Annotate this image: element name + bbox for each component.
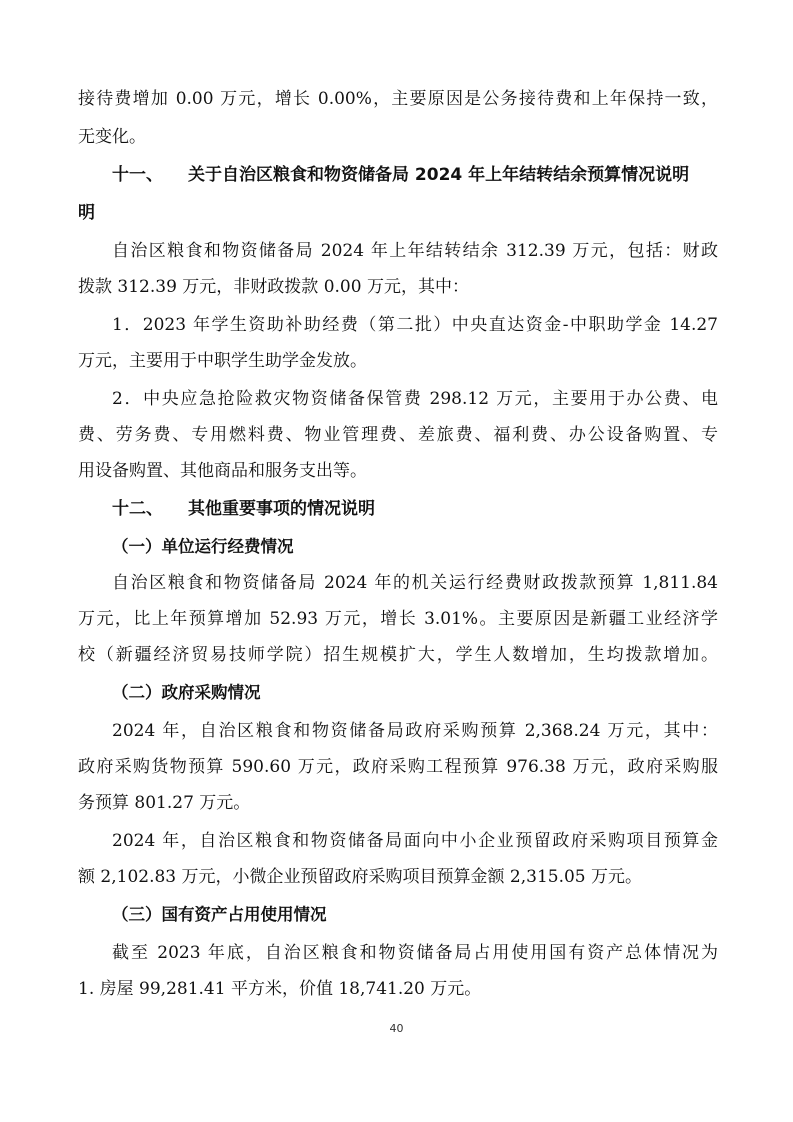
paragraph-line: 万元，主要用于中职学生助学金发放。	[78, 351, 367, 371]
section-title: 关于自治区粮食和物资储备局 2024 年上年结转结余预算情况说明	[188, 165, 690, 185]
paragraph-line: 额 2,102.83 万元，小微企业预留政府采购项目预算金额 2,315.05 万元。	[78, 867, 643, 887]
section-heading-continuation: 明	[78, 203, 95, 223]
paragraph-line: 校（新疆经济贸易技师学院）招生规模扩大，学生人数增加，生均拨款增加。	[78, 645, 718, 665]
section-title: 其他重要事项的情况说明	[188, 499, 375, 519]
paragraph-line: 2．中央应急抢险救灾物资储备保管费 298.12 万元，主要用于办公费、电	[112, 389, 718, 409]
subsection-heading: （二）政府采购情况	[112, 683, 261, 702]
paragraph-line: 无变化。	[78, 127, 146, 147]
paragraph-line: 政府采购货物预算 590.60 万元，政府采购工程预算 976.38 万元，政府采购服	[78, 757, 718, 777]
paragraph-line: 2024 年，自治区粮食和物资储备局政府采购预算 2,368.24 万元，其中：	[112, 721, 718, 741]
section-number: 十一、	[112, 165, 163, 185]
paragraph-line: 用设备购置、其他商品和服务支出等。	[78, 461, 367, 481]
subsection-heading: （一）单位运行经费情况	[112, 537, 294, 556]
section-number: 十二、	[112, 499, 163, 519]
paragraph-line: 费、劳务费、专用燃料费、物业管理费、差旅费、福利费、办公设备购置、专	[78, 425, 718, 445]
paragraph-line: 1. 房屋 99,281.41 平方米，价值 18,741.20 万元。	[78, 979, 482, 999]
section-heading-11	[112, 160, 718, 190]
paragraph-line: 万元，比上年预算增加 52.93 万元，增长 3.01%。主要原因是新疆工业经济学	[78, 609, 718, 629]
paragraph-line: 自治区粮食和物资储备局 2024 年上年结转结余 312.39 万元，包括：财政	[112, 241, 718, 261]
paragraph-line: 务预算 801.27 万元。	[78, 793, 251, 813]
subsection-heading: （三）国有资产占用使用情况	[112, 905, 327, 924]
paragraph-line: 自治区粮食和物资储备局 2024 年的机关运行经费财政拨款预算 1,811.84	[112, 573, 718, 593]
paragraph-line: 接待费增加 0.00 万元，增长 0.00%，主要原因是公务接待费和上年保持一致，	[78, 89, 718, 109]
paragraph-line: 截至 2023 年底，自治区粮食和物资储备局占用使用国有资产总体情况为	[112, 943, 718, 963]
section-heading-12	[112, 494, 718, 524]
paragraph-line: 拨款 312.39 万元，非财政拨款 0.00 万元，其中：	[78, 277, 469, 297]
page-number: 40	[389, 1022, 404, 1035]
paragraph-line: 2024 年，自治区粮食和物资储备局面向中小企业预留政府采购项目预算金	[112, 831, 718, 851]
paragraph-line: 1．2023 年学生资助补助经费（第二批）中央直达资金-中职助学金 14.27	[112, 315, 718, 335]
